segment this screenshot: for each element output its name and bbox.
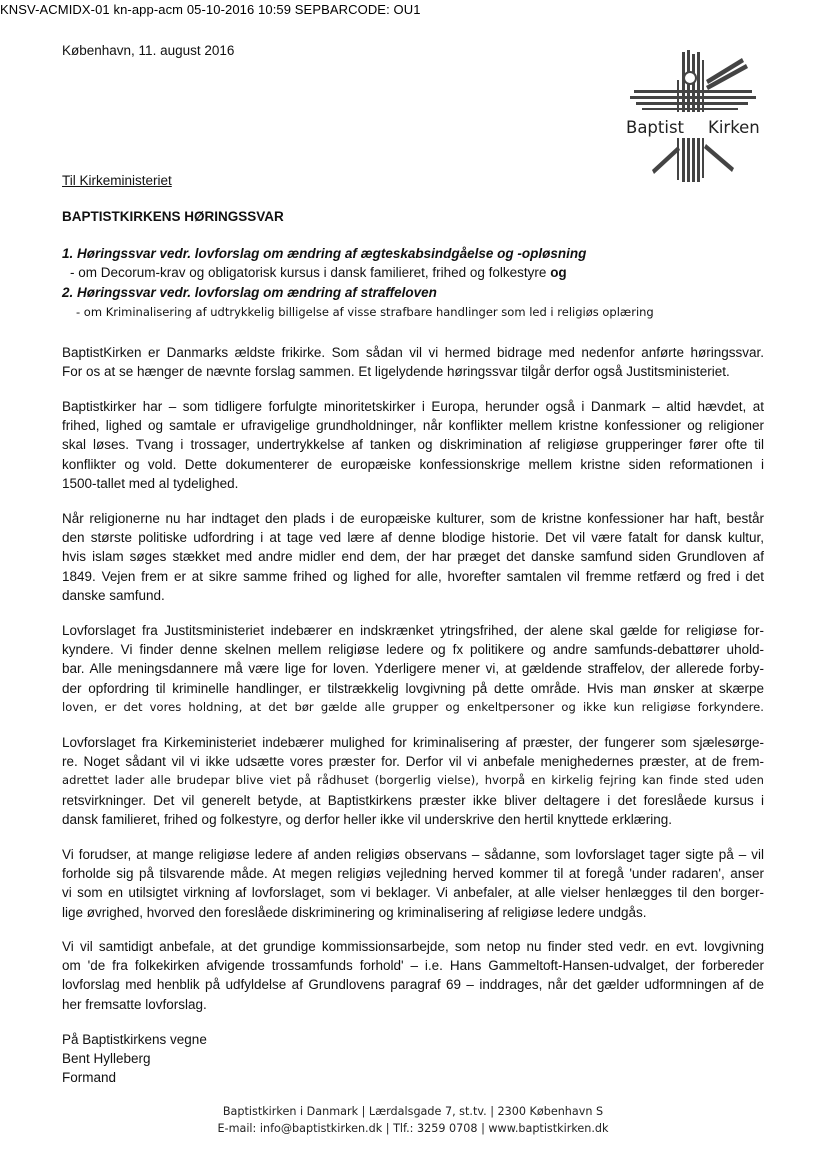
signoff-role: Formand bbox=[62, 1070, 117, 1086]
paragraph-5 bbox=[62, 733, 764, 829]
paragraph-line: lovforslag med henblik på udfyldelse af Grundlovens paragraf 69 – inddrages, når det gælder udformningen af de bbox=[62, 977, 764, 993]
paragraph-line: skal løses. Tvang i trossager, undertrykkelse af tanken og diskrimination af religiøse grupperinger fører ofte til bbox=[62, 437, 764, 453]
paragraph-line: kyndere. Vi finder denne skelnen mellem religiøse ledere og fx politikere og andre samfunds-debattører uhold- bbox=[62, 642, 764, 658]
paragraph-line: danske samfund. bbox=[62, 587, 165, 603]
paragraph-1 bbox=[62, 343, 764, 381]
paragraph-line: Vi vil samtidigt anbefale, at det grundige kommissionsarbejde, som netop nu finder sted vedr. en evt. lovgivning bbox=[62, 939, 764, 954]
paragraph-line: frihed, lighed og samtale er ufravigelige grundholdninger, når konflikter mellem kristne konfessioner og religioner bbox=[62, 418, 764, 434]
paragraph-3 bbox=[62, 509, 764, 605]
paragraph-line: Vi forudser, at mange religiøse ledere af anden religiøs observans – sådanne, som lovforslaget tager sigte på – vil bbox=[62, 847, 764, 862]
paragraph-line: vi som en utilsigtet virkning af lovforslaget, som vi beklager. Vi anbefaler, at alle vielser henlægges til den borger- bbox=[62, 885, 764, 901]
paragraph-line: re. Noget sådant vil vi ikke udsætte vores præster for. Derfor vil vi anbefale menighedernes præster, at de frem- bbox=[62, 754, 764, 770]
paragraph-line: retsvirkninger. Det vil generelt betyde, at Baptistkirkens præster ikke bliver deltagere i det foreslåede kursus i bbox=[62, 792, 764, 808]
paragraph-line: den største politiske udfordring i at tage ved lære af denne blodige historie. Det vil være fatalt for dansk kultur, bbox=[62, 530, 764, 546]
paragraph-line: loven, er det vores holdning, at det bør gælde alle grupper og enkeltpersoner og ikke kun religiøse forkyndere. bbox=[62, 699, 764, 714]
subject-2: 2. Høringssvar vedr. lovforslag om ændring af straffeloven bbox=[62, 285, 437, 300]
paragraph-line: For os at se hænger de nævnte forslag sammen. Et ligelydende høringssvar tilgår derfor også Justitsministeriet. bbox=[62, 364, 730, 380]
paragraph-line: hvis islam søges stækket med andre midler end dem, der har præget det danske samfund siden Grundloven af bbox=[62, 549, 764, 565]
paragraph-line: BaptistKirken er Danmarks ældste frikirke. Som sådan vil vi hermed bidrage med nedenfor anførte høringssvar. bbox=[62, 345, 764, 360]
paragraph-line: lige øvrighed, hvorved den foreslåede diskriminering og kriminalisering af religiøse ledere undgås. bbox=[62, 904, 647, 920]
addressee: Til Kirkeministeriet bbox=[62, 173, 172, 188]
paragraph-line: her fremsatte lovforslag. bbox=[62, 996, 207, 1012]
fax-header: KNSV-ACMIDX-01 kn-app-acm 05-10-2016 10:59 SEPBARCODE: OU1 bbox=[0, 2, 421, 17]
signoff-name: Bent Hylleberg bbox=[62, 1051, 151, 1067]
logo-text-baptist: Baptist bbox=[626, 118, 685, 137]
paragraph-line: 1500-tallet med al tydelighed. bbox=[62, 475, 239, 491]
subject-2-detail: - om Kriminalisering af udtrykkelig billigelse af visse strafbare handlinger som led i religiøs oplæring bbox=[76, 305, 654, 319]
paragraph-line: bar. Alle meningsdannere må være lige for loven. Yderligere mener vi, at gældende straffelov, der allerede forby- bbox=[62, 661, 764, 677]
paragraph-6 bbox=[62, 845, 764, 922]
paragraph-line: Baptistkirker har – som tidligere forfulgte minoritetskirker i Europa, herunder også i Danmark – altid hævdet, at bbox=[62, 399, 764, 414]
signoff bbox=[62, 1030, 207, 1088]
letter-date: København, 11. august 2016 bbox=[62, 43, 235, 58]
paragraph-line: 1849. Vejen frem er at sikre samme frihed og lighed for alle, hvorefter samtalen vil fremme retfærd og fred i det bbox=[62, 568, 764, 584]
paragraph-line: forholde sig på tilsvarende måde. At megen religiøs vejledning herved kommer til at foregå 'under radaren', anser bbox=[62, 866, 764, 882]
paragraph-4 bbox=[62, 621, 764, 717]
paragraph-line: der opfordring til kriminelle handlinger, er tilstrækkelig lovgivning på dette område. Hvis man ønsker at skærpe bbox=[62, 680, 764, 696]
paragraph-line: om 'de fra folkekirken afvigende trossamfunds forhold' – i.e. Hans Gammeltoft-Hansen-udvalget, der forbereder bbox=[62, 958, 764, 974]
footer bbox=[0, 1104, 826, 1137]
paragraph-7 bbox=[62, 937, 764, 1014]
paragraph-line: Lovforslaget fra Justitsministeriet indebærer en indskrænket ytringsfrihed, der alene skal gælde for religiøse for- bbox=[62, 623, 764, 638]
logo-text-kirken: Kirken bbox=[708, 118, 760, 137]
subject-1-og: og bbox=[550, 265, 567, 280]
paragraph-line: Når religionerne nu har indtaget den plads i de europæiske kulturer, som de kristne konfessioner har haft, består bbox=[62, 511, 764, 526]
footer-contact: E-mail: info@baptistkirken.dk | Tlf.: 3259 0708 | www.baptistkirken.dk bbox=[217, 1121, 609, 1135]
baptistkirken-logo bbox=[622, 50, 762, 185]
subject-1-detail bbox=[70, 265, 567, 280]
paragraph-line: Lovforslaget fra Kirkeministeriet indebærer mulighed for kriminalisering af præster, der fungerer som sjælesørge- bbox=[62, 735, 764, 750]
document-title: BAPTISTKIRKENS HØRINGSSVAR bbox=[62, 209, 284, 224]
subject-1: 1. Høringssvar vedr. lovforslag om ændring af ægteskabsindgåelse og -opløsning bbox=[62, 246, 587, 261]
signoff-line: På Baptistkirkens vegne bbox=[62, 1032, 207, 1047]
paragraph-2 bbox=[62, 397, 764, 493]
paragraph-line: konflikter og vold. Dette dokumenterer de europæiske konfessionskrige mellem kristne siden reformationen i bbox=[62, 456, 764, 472]
paragraph-line: adrettet lader alle brudepar blive viet på rådhuset (borgerlig vielse), hvorpå en kirkelig fejring kan finde sted uden bbox=[62, 773, 764, 788]
subject-1-detail-text: - om Decorum-krav og obligatorisk kursus i dansk familieret, frihed og folkestyre bbox=[70, 265, 551, 280]
footer-address: Baptistkirken i Danmark | Lærdalsgade 7, st.tv. | 2300 København S bbox=[222, 1105, 604, 1118]
paragraph-line: dansk familieret, frihed og folkestyre, og derfor heller ikke vil underskrive den hertil knyttede erklæring. bbox=[62, 811, 673, 827]
